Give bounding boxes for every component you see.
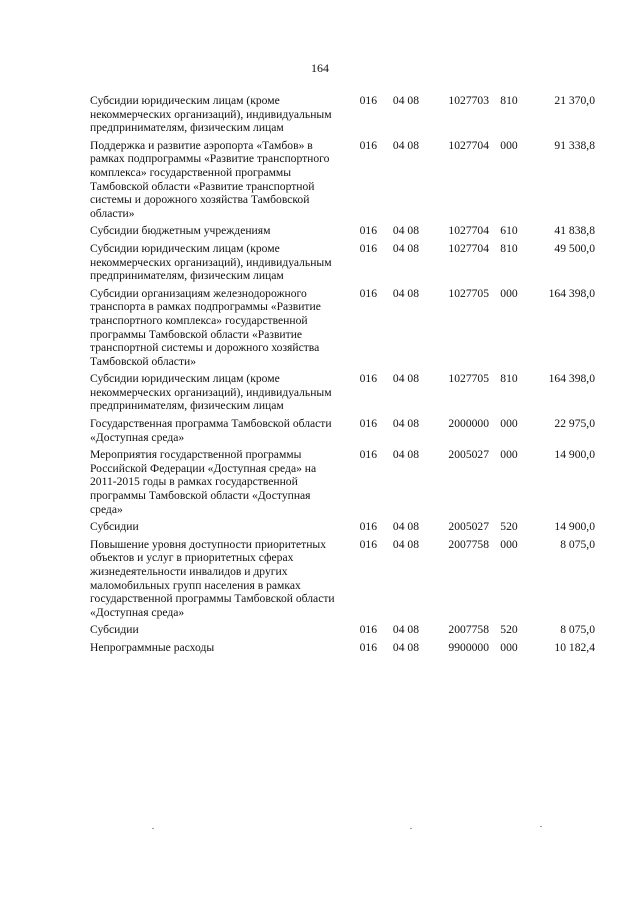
row-code: 016: [359, 286, 377, 300]
row-type: 810: [500, 94, 518, 107]
row-article: 2000000: [448, 417, 489, 431]
row-article: 2005027: [448, 520, 489, 534]
scan-artifact-dot: [152, 828, 154, 829]
row-name: Субсидии организациям железнодорожного транспорта в рамках подпрограммы «Развитие транспортного комплекса» государственной программы Тамбовской области «Развитие транспортной системы и дорожного хозяйства Тамбовской области»: [90, 286, 321, 368]
table-row: [90, 94, 595, 139]
row-code: 016: [359, 241, 377, 255]
row-code: 016: [359, 417, 377, 431]
row-sum: 91 338,8: [554, 138, 595, 152]
row-type: 520: [500, 623, 518, 637]
row-name: Повышение уровня доступности приоритетных объектов и услуг в приоритетных сферах жизнедеятельности инвалидов и других маломобильных групп населения в рамках государственной программы Тамбовской области «Доступная среда»: [90, 537, 335, 619]
row-article: 1027704: [448, 241, 489, 255]
row-type: 000: [500, 286, 518, 300]
row-sum: 14 900,0: [554, 520, 595, 534]
row-section: 04 08: [392, 537, 419, 551]
row-name: Мероприятия государственной программы Российской Федерации «Доступная среда» на 2011-2015 годы в рамках государственной программы Тамбовской области «Доступная среда»: [90, 448, 317, 516]
row-article: 1027705: [448, 286, 489, 300]
row-code: 016: [359, 138, 377, 152]
row-code: 016: [359, 94, 377, 107]
row-name: Субсидии юридическим лицам (кроме некоммерческих организаций), индивидуальным предпринимателям, физическим лицам: [90, 94, 332, 135]
row-section: 04 08: [392, 623, 419, 637]
row-name: Непрограммные расходы: [90, 640, 215, 654]
row-section: 04 08: [392, 417, 419, 431]
row-code: 016: [359, 520, 377, 534]
row-name: Субсидии юридическим лицам (кроме некоммерческих организаций), индивидуальным предпринимателям, физическим лицам: [90, 372, 332, 413]
row-section: 04 08: [392, 640, 419, 654]
table-row: [90, 448, 595, 520]
row-sum: 14 900,0: [554, 448, 595, 462]
table-row: [90, 623, 595, 641]
row-article: 1027704: [448, 224, 489, 238]
row-name: Субсидии юридическим лицам (кроме некоммерческих организаций), индивидуальным предпринимателям, физическим лицам: [90, 241, 332, 283]
row-article: 2007758: [448, 537, 489, 551]
row-sum: 10 182,4: [554, 640, 595, 654]
row-article: 2005027: [448, 448, 489, 462]
row-type: 520: [500, 520, 518, 534]
row-article: 1027703: [448, 94, 489, 107]
row-section: 04 08: [392, 138, 419, 152]
row-section: 04 08: [392, 241, 419, 255]
row-code: 016: [359, 448, 377, 462]
budget-table: [90, 94, 595, 659]
row-section: 04 08: [392, 372, 419, 386]
row-section: 04 08: [392, 520, 419, 534]
table-row: [90, 538, 595, 624]
row-section: 04 08: [392, 448, 419, 462]
row-article: 1027705: [448, 372, 489, 386]
row-name: Государственная программа Тамбовской области «Доступная среда»: [90, 417, 332, 444]
row-section: 04 08: [392, 224, 419, 238]
scan-artifact-dot: [540, 826, 542, 827]
table-row: [90, 641, 595, 659]
row-name: Субсидии: [90, 623, 139, 637]
page-number: 164: [311, 61, 329, 75]
row-name: Субсидии: [90, 520, 139, 534]
row-article: 2007758: [448, 623, 489, 637]
row-section: 04 08: [392, 286, 419, 300]
row-sum: 22 975,0: [554, 417, 595, 431]
table-row: [90, 139, 595, 225]
row-article: 1027704: [448, 138, 489, 152]
row-sum: 164 398,0: [548, 372, 595, 386]
row-type: 810: [500, 372, 518, 386]
row-type: 000: [500, 138, 518, 152]
row-sum: 8 075,0: [560, 537, 595, 551]
row-code: 016: [359, 640, 377, 654]
table-row: [90, 520, 595, 538]
row-type: 810: [500, 241, 518, 255]
table-row: [90, 224, 595, 242]
row-name: Поддержка и развитие аэропорта «Тамбов» в рамках подпрограммы «Развитие транспортного комплекса» государственной программы Тамбовской области «Развитие транспортной системы и дорожного хозяйства Тамбовской области»: [90, 138, 330, 220]
row-type: 000: [500, 537, 518, 551]
table-row: [90, 242, 595, 287]
row-code: 016: [359, 537, 377, 551]
row-section: 04 08: [392, 94, 419, 107]
row-sum: 8 075,0: [560, 623, 595, 637]
row-code: 016: [359, 372, 377, 386]
row-type: 000: [500, 640, 518, 654]
table-row: [90, 417, 595, 448]
row-code: 016: [359, 623, 377, 637]
row-sum: 49 500,0: [554, 241, 595, 255]
row-code: 016: [359, 224, 377, 238]
row-type: 610: [500, 224, 518, 238]
row-sum: 164 398,0: [548, 286, 595, 300]
scan-artifact-dot: [410, 828, 412, 829]
row-sum: 41 838,8: [554, 224, 595, 238]
row-name: Субсидии бюджетным учреждениям: [90, 224, 271, 238]
table-body: [90, 94, 595, 659]
row-article: 9900000: [448, 640, 489, 654]
table-row: [90, 372, 595, 417]
table-row: [90, 287, 595, 373]
row-sum: 21 370,0: [554, 94, 595, 107]
row-type: 000: [500, 417, 518, 431]
row-type: 000: [500, 448, 518, 462]
